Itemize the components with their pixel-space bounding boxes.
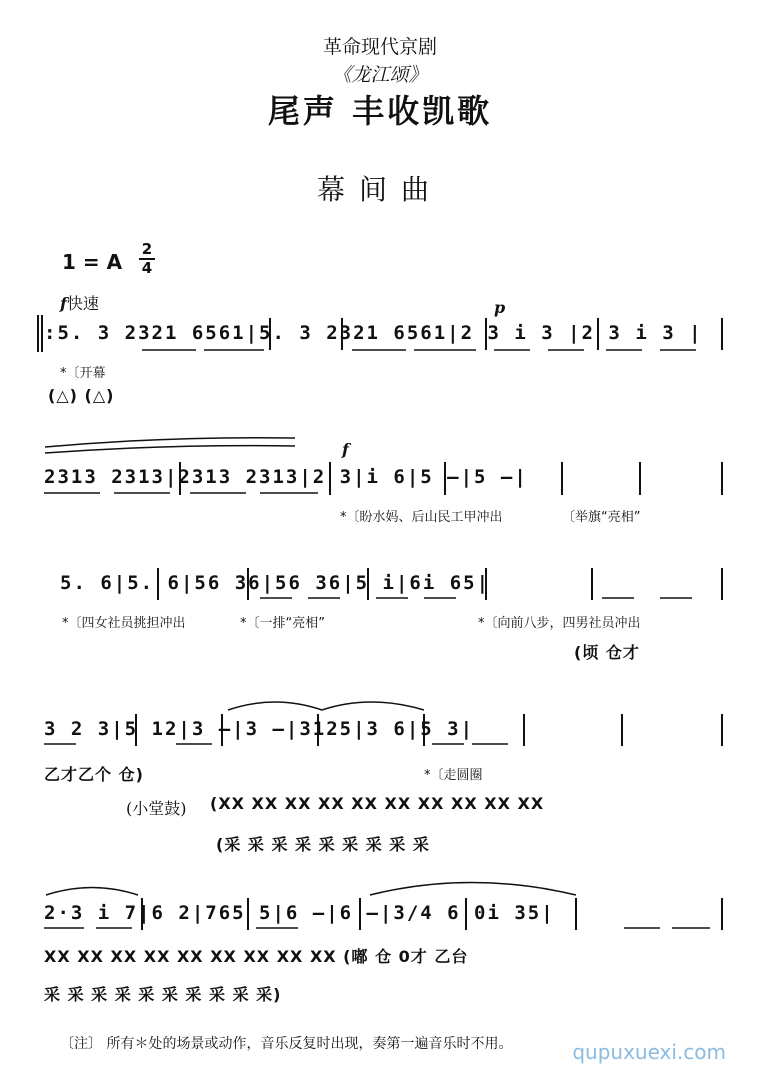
row1-notes: :5. 3 2321 6561|5. 3 2321 6561|2 3 i 3 |2 3 i 3 | bbox=[44, 322, 703, 344]
row4-percussion-x: (XX XX XX XX XX XX XX XX XX XX bbox=[210, 794, 545, 813]
row3-notes: 5. 6|5. 6|56 36|56 36|5 i|6i 65| bbox=[60, 572, 491, 594]
row5-notes: 2·3 i 7|6 2|765 5|6 —|6 —|3/4 6 0i 35| bbox=[44, 902, 555, 924]
row2-notes: 2313 2313|2313 2313|2 3|i 6|5 —|5 —| bbox=[44, 466, 528, 488]
row5-percussion-x: XX XX XX XX XX XX XX XX XX (嘟 仓 0才 乙台 bbox=[44, 947, 469, 966]
row3-cue-2: *〔一排“亮相” bbox=[240, 616, 325, 631]
piece-title: 尾声 丰收凯歌 bbox=[267, 92, 493, 130]
row2-cue-1: *〔盼水妈、后山民工甲冲出 bbox=[340, 510, 503, 525]
row3-percussion: (顷 仓才 bbox=[574, 643, 640, 662]
row2-cue-2: 〔举旗“亮相” bbox=[562, 510, 641, 525]
row1-dynamic: p bbox=[494, 298, 506, 317]
row3-cue-1: *〔四女社员挑担冲出 bbox=[62, 616, 186, 631]
row4-percussion-cai: (采 采 采 采 采 采 采 采 采 bbox=[216, 835, 430, 854]
piece-subtitle: 幕间曲 bbox=[316, 173, 443, 206]
tempo-text: 快速 bbox=[66, 294, 99, 313]
watermark: qupuxuexi.com bbox=[572, 1040, 726, 1064]
row5-percussion-cai: 采 采 采 采 采 采 采 采 采 采) bbox=[44, 985, 282, 1004]
row2-dynamic: f bbox=[342, 440, 349, 459]
row4-notes: 3 2 3|5 12|3 —|3 —|3125|3 6|5 3| bbox=[44, 718, 475, 740]
key-signature: 1 = A bbox=[62, 250, 123, 274]
opera-name: 《龙江颂》 bbox=[332, 64, 428, 86]
row4-percussion-label: (小堂鼓) bbox=[126, 799, 187, 818]
genre-line: 革命现代京剧 bbox=[322, 36, 437, 58]
row3-cue-3: *〔向前八步，四男社员冲出 bbox=[478, 616, 641, 631]
time-signature-top: 2 bbox=[141, 240, 153, 258]
footnote: 〔注〕 所有＊处的场景或动作，音乐反复时出现，奏第一遍音乐时不用。 bbox=[60, 1036, 513, 1052]
row1-percussion: (△) (△) bbox=[48, 386, 115, 405]
tempo-dynamic: f bbox=[60, 294, 67, 313]
row1-cue: *〔开幕 bbox=[60, 366, 106, 381]
row4-percussion-main: 乙才乙个 仓) bbox=[44, 765, 144, 784]
row4-cue: *〔走圆圈 bbox=[424, 768, 483, 783]
time-signature-bottom: 4 bbox=[141, 259, 153, 277]
